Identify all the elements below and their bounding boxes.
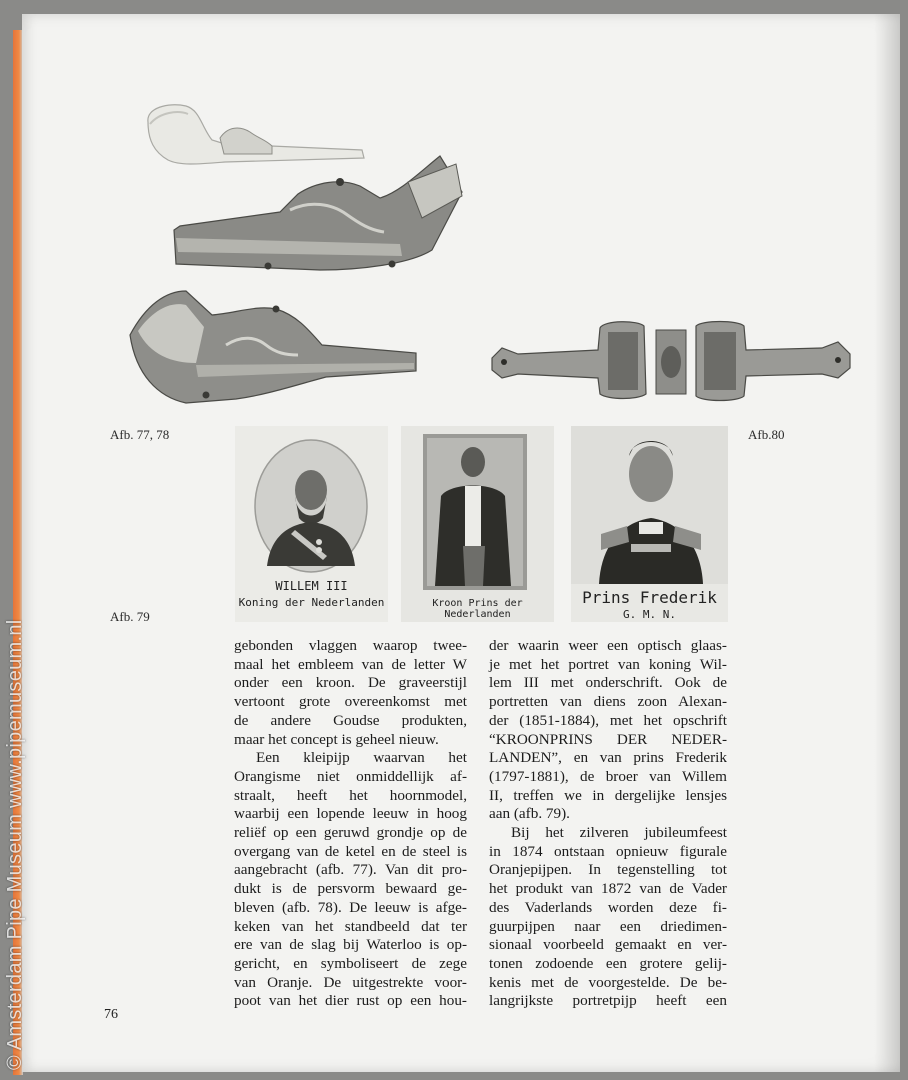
text-column-right <box>489 637 727 1011</box>
text-line: de andere Goudse produkten, <box>234 711 467 729</box>
portrait-image <box>235 426 388 576</box>
text-line: reliëf op een geruwd grondje op de <box>234 824 467 842</box>
text-line: sionaal voorbeeld gemaakt en ver- <box>489 936 727 954</box>
text-line: (1797-1881), de broer van Willem <box>489 767 727 785</box>
text-line: poot van het dier rust op een hou- <box>234 992 467 1010</box>
pipe-mould-lower-image <box>126 285 421 409</box>
text-line: der (1851-1884), met het opschrift <box>489 711 727 729</box>
text-line: langrijkste portretpijp heeft een <box>489 992 727 1010</box>
portrait-caption-line1: Kroon Prins der Nederlanden <box>432 598 523 620</box>
portrait-caption-line1: WILLEM III <box>275 579 348 593</box>
portrait-image <box>571 426 728 584</box>
text-line: maar het concept is geheel nieuw. <box>234 730 439 748</box>
portrait-caption-line1: Prins Frederik <box>582 588 717 607</box>
pipe-mould-upper-image <box>170 152 465 280</box>
portrait-kroonprins <box>401 426 554 622</box>
text-line: Oranjepijpen. In tegenstelling tot <box>489 861 727 879</box>
text-line: der waarin weer een optisch glaas- <box>489 637 727 654</box>
text-line: maal het embleem van de letter W <box>234 655 467 673</box>
text-line: guurpijpen naar een driedimen- <box>489 917 727 935</box>
portrait-caption-line2: G. M. N. <box>623 608 676 621</box>
text-line: des Vaderlands worden deze fi- <box>489 898 727 916</box>
text-line: je met het portret van koning Wil- <box>489 655 727 673</box>
text-line: II, treffen we in dergelijke lensjes <box>489 786 727 804</box>
text-line: portretten van diens zoon Alexan- <box>489 693 727 711</box>
text-line: aan (afb. 79). <box>489 805 570 823</box>
text-line: tonen zodoende een grotere gelij- <box>489 954 727 972</box>
text-line: vertoont grote overeenkomst met <box>234 693 467 711</box>
text-line: overgang van de ketel en de steel is <box>234 842 467 860</box>
text-line: kenis met de voorgestelde. De be- <box>489 973 727 991</box>
portrait-image <box>401 426 554 594</box>
text-line: dukt is de persvorm bewaard ge- <box>234 880 467 898</box>
portrait-prins-frederik <box>571 426 728 622</box>
text-line: waarbij een lopende leeuw in hoog <box>234 805 467 823</box>
text-line: gericht, en symboliseert de zege <box>234 954 467 972</box>
text-line: gebonden vlaggen waarop twee- <box>234 637 467 654</box>
page-gutter-shadow <box>874 14 900 1072</box>
text-line: aangebracht (afb. 77). Van dit pro- <box>234 861 467 879</box>
text-line: Orangisme niet onmiddellijk af- <box>234 767 467 785</box>
text-line: keken van het standbeeld dat ter <box>234 917 467 935</box>
text-line: “KROONPRINS DER NEDER- <box>489 730 727 748</box>
text-line: Bij het zilveren jubileumfeest <box>511 824 727 842</box>
caption-afb-77-78: Afb. 77, 78 <box>110 427 170 442</box>
text-column-left <box>234 637 467 1011</box>
text-line: in 1874 ontstaan opnieuw figurale <box>489 842 727 860</box>
caption-afb-79: Afb. 79 <box>110 609 150 624</box>
text-line: lem III met onderschrift. Ook de <box>489 674 727 692</box>
text-line: onder een kroon. De graveerstijl <box>234 674 467 692</box>
text-line: straalt, heeft het hoornmodel, <box>234 786 467 804</box>
text-line: LANDEN”, en van prins Frederik <box>489 749 727 767</box>
watermark-text: © Amsterdam Pipe Museum www.pipemuseum.nl <box>4 619 26 1070</box>
portrait-caption-line2: Koning der Nederlanden <box>238 596 385 609</box>
portrait-willem-iii <box>235 426 388 622</box>
portrait-pipe-mould-image <box>488 318 854 404</box>
text-line: Een kleipijp waarvan het <box>256 749 467 767</box>
caption-afb-80: Afb.80 <box>748 427 785 442</box>
text-line: van Oranje. De uitgestrekte voor- <box>234 973 467 991</box>
text-line: bleven (afb. 78). De leeuw is afge- <box>234 898 467 916</box>
text-line: het produkt van 1872 van de Vader <box>489 880 727 898</box>
text-line: ere van de slag bij Waterloo is op- <box>234 936 467 954</box>
page-number: 76 <box>104 1007 118 1022</box>
